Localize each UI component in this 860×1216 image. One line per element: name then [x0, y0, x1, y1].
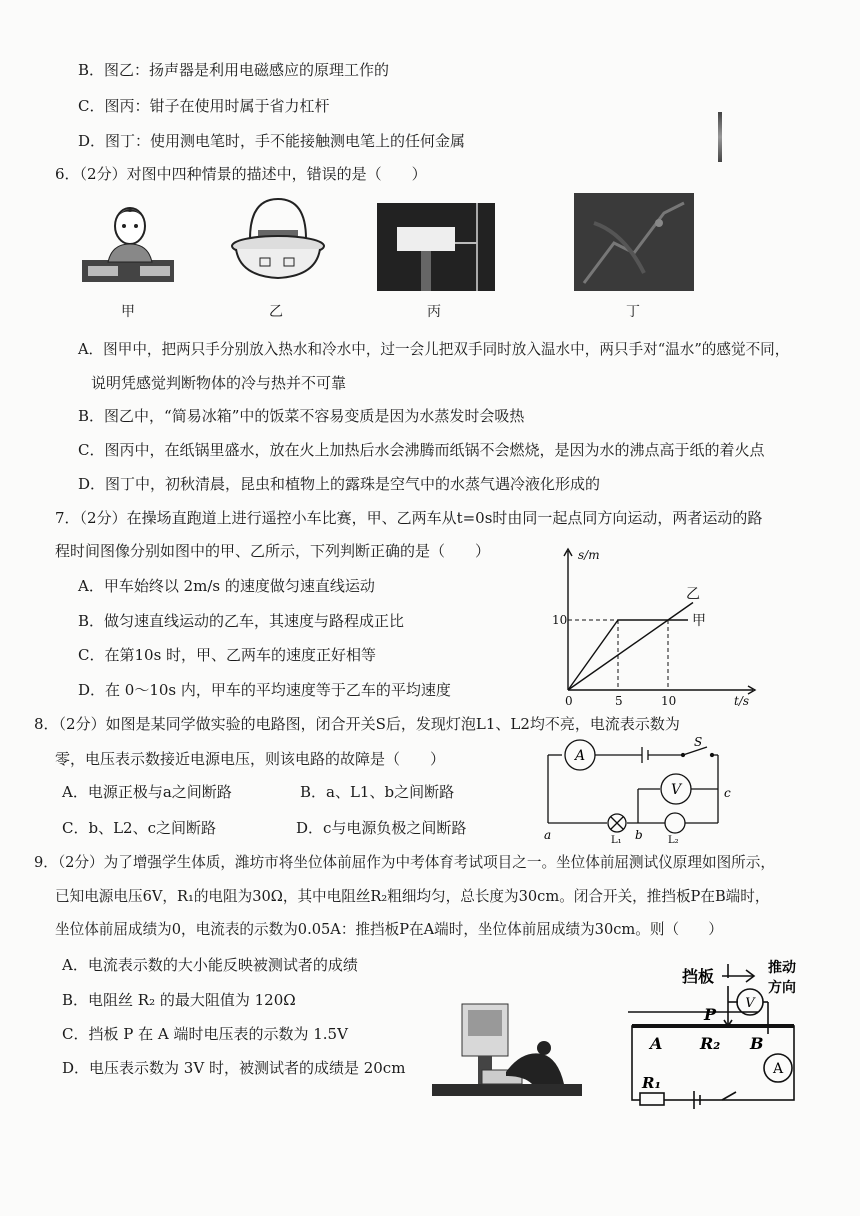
q9-option-b: B．电阻丝 R₂ 的最大阻值为 120Ω	[62, 991, 296, 1009]
q8-node-c: c	[724, 786, 731, 800]
q6-stem: 6．（2分）对图中四种情景的描述中，错误的是（ ）	[55, 165, 427, 183]
q6-image-ding	[574, 193, 694, 291]
q8-lamp1-label: L₁	[611, 835, 622, 845]
q7-stem-line2: 程时间图像分别如图中的甲、乙所示，下列判断正确的是（ ）	[55, 542, 491, 560]
series-label-jia: 甲	[692, 613, 706, 629]
q6-option-c: C．图丙中，在纸锅里盛水，放在火上加热后水会沸腾而纸锅不会燃烧，是因为水的沸点高于纸的着火点	[78, 441, 765, 459]
q8-option-b: B．a、L1、b之间断路	[300, 783, 455, 801]
series-line-yi	[568, 603, 693, 691]
q9-voltmeter-label: V	[745, 996, 755, 1011]
q6-image-bing	[377, 203, 495, 291]
q7-option-d: D．在 0～10s 内，甲车的平均速度等于乙车的平均速度	[78, 681, 451, 699]
q9-push-label-2: 方向	[768, 980, 796, 996]
q9-stem-line2: 已知电源电压6V，R₁的电阻为30Ω，其中电阻丝R₂粗细均匀，总长度为30cm。闭合开关，推挡板P在B端时，	[55, 888, 770, 905]
q8-circuit	[542, 735, 742, 845]
q6-option-a-cont: 说明凭感觉判断物体的冷与热并不可靠	[91, 374, 347, 392]
q6-image-yi	[228, 194, 328, 289]
q8-node-b: b	[635, 828, 643, 842]
q9-ammeter-label: A	[772, 1061, 784, 1077]
x-axis-label: t/s	[734, 694, 750, 708]
q8-voltmeter-label: V	[670, 782, 682, 798]
q7-stem-line1: 7．（2分）在操场直跑道上进行遥控小车比赛，甲、乙两车从t=0s时由同一起点同方向运动，两者运动的路	[55, 509, 763, 527]
q9-r1-label: R₁	[642, 1074, 662, 1092]
q8-stem-line2: 零，电压表示数接近电源电压，则该电路的故障是（ ）	[55, 750, 446, 768]
q8-option-d: D．c与电源负极之间断路	[296, 819, 467, 837]
q9-circuit	[618, 946, 808, 1111]
q9-p-label: P	[704, 1005, 717, 1024]
q7-option-a: A．甲车始终以 2m/s 的速度做匀速直线运动	[78, 577, 375, 595]
q9-r2-label: R₂	[700, 1034, 721, 1053]
q9-stem-line1: 9．（2分）为了增强学生体质，潍坊市将坐位体前屈作为中考体育考试项目之一。坐位体前屈测试仪原理如图所示，	[34, 854, 775, 871]
q6-caption-bing: 丙	[427, 304, 441, 320]
y-axis-label: s/m	[578, 548, 600, 562]
series-label-yi: 乙	[686, 586, 700, 603]
q6-caption-yi: 乙	[269, 304, 283, 320]
q6-image-jia	[78, 196, 178, 288]
q9-push-label-1: 推动	[768, 960, 796, 976]
q5-option-c: C．图丙：钳子在使用时属于省力杠杆	[78, 97, 330, 115]
x-tick-0: 0	[565, 694, 573, 708]
q9-option-a: A．电流表示数的大小能反映被测试者的成绩	[62, 956, 358, 974]
q8-ammeter-label: A	[574, 748, 586, 764]
q6-option-b: B．图乙中，“简易冰箱”中的饭菜不容易变质是因为水蒸发时会吸热	[78, 407, 525, 425]
q7-option-c: C．在第10s 时，甲、乙两车的速度正好相等	[78, 646, 377, 664]
q6-caption-ding: 丁	[626, 304, 640, 320]
q9-option-c: C．挡板 P 在 A 端时电压表的示数为 1.5V	[62, 1025, 348, 1043]
q5-option-d: D．图丁：使用测电笔时，手不能接触测电笔上的任何金属	[78, 132, 466, 150]
q8-stem-line1: 8．（2分）如图是某同学做实验的电路图，闭合开关S后，发现灯泡L1、L2均不亮，电流表示数为	[34, 715, 680, 733]
q6-option-a: A．图甲中，把两只手分别放入热水和冷水中，过一会儿把双手同时放入温水中，两只手对“温水”的感觉不同，	[78, 341, 790, 358]
q8-switch-label: S	[694, 735, 703, 749]
scan-artifact	[718, 112, 722, 162]
q9-option-d: D．电压表示数为 3V 时，被测试者的成绩是 20cm	[62, 1059, 406, 1077]
q8-option-c: C．b、L2、c之间断路	[62, 819, 216, 837]
y-tick-10: 10	[552, 613, 568, 627]
x-tick-5: 5	[615, 694, 623, 708]
q9-baffle-label: 挡板	[682, 967, 715, 986]
q8-lamp2-label: L₂	[668, 835, 679, 845]
q7-option-b: B．做匀速直线运动的乙车，其速度与路程成正比	[78, 612, 405, 630]
q6-option-d: D．图丁中，初秋清晨，昆虫和植物上的露珠是空气中的水蒸气遇冷液化形成的	[78, 475, 601, 493]
q9-a-label: A	[650, 1034, 663, 1053]
q6-caption-jia: 甲	[121, 304, 135, 320]
q9-b-label: B	[750, 1034, 764, 1053]
q9-photo-sit-and-reach	[432, 996, 582, 1101]
q8-option-a: A．电源正极与a之间断路	[62, 783, 232, 801]
q7-st-graph	[548, 545, 768, 710]
q8-node-a: a	[544, 828, 552, 842]
q9-stem-line3: 坐位体前屈成绩为0，电流表的示数为0.05A：推挡板P在A端时，坐位体前屈成绩为30cm。则（ ）	[55, 921, 723, 938]
series-line-jia	[568, 620, 688, 690]
x-tick-10: 10	[661, 694, 677, 708]
q5-option-b: B．图乙：扬声器是利用电磁感应的原理工作的	[78, 61, 390, 79]
